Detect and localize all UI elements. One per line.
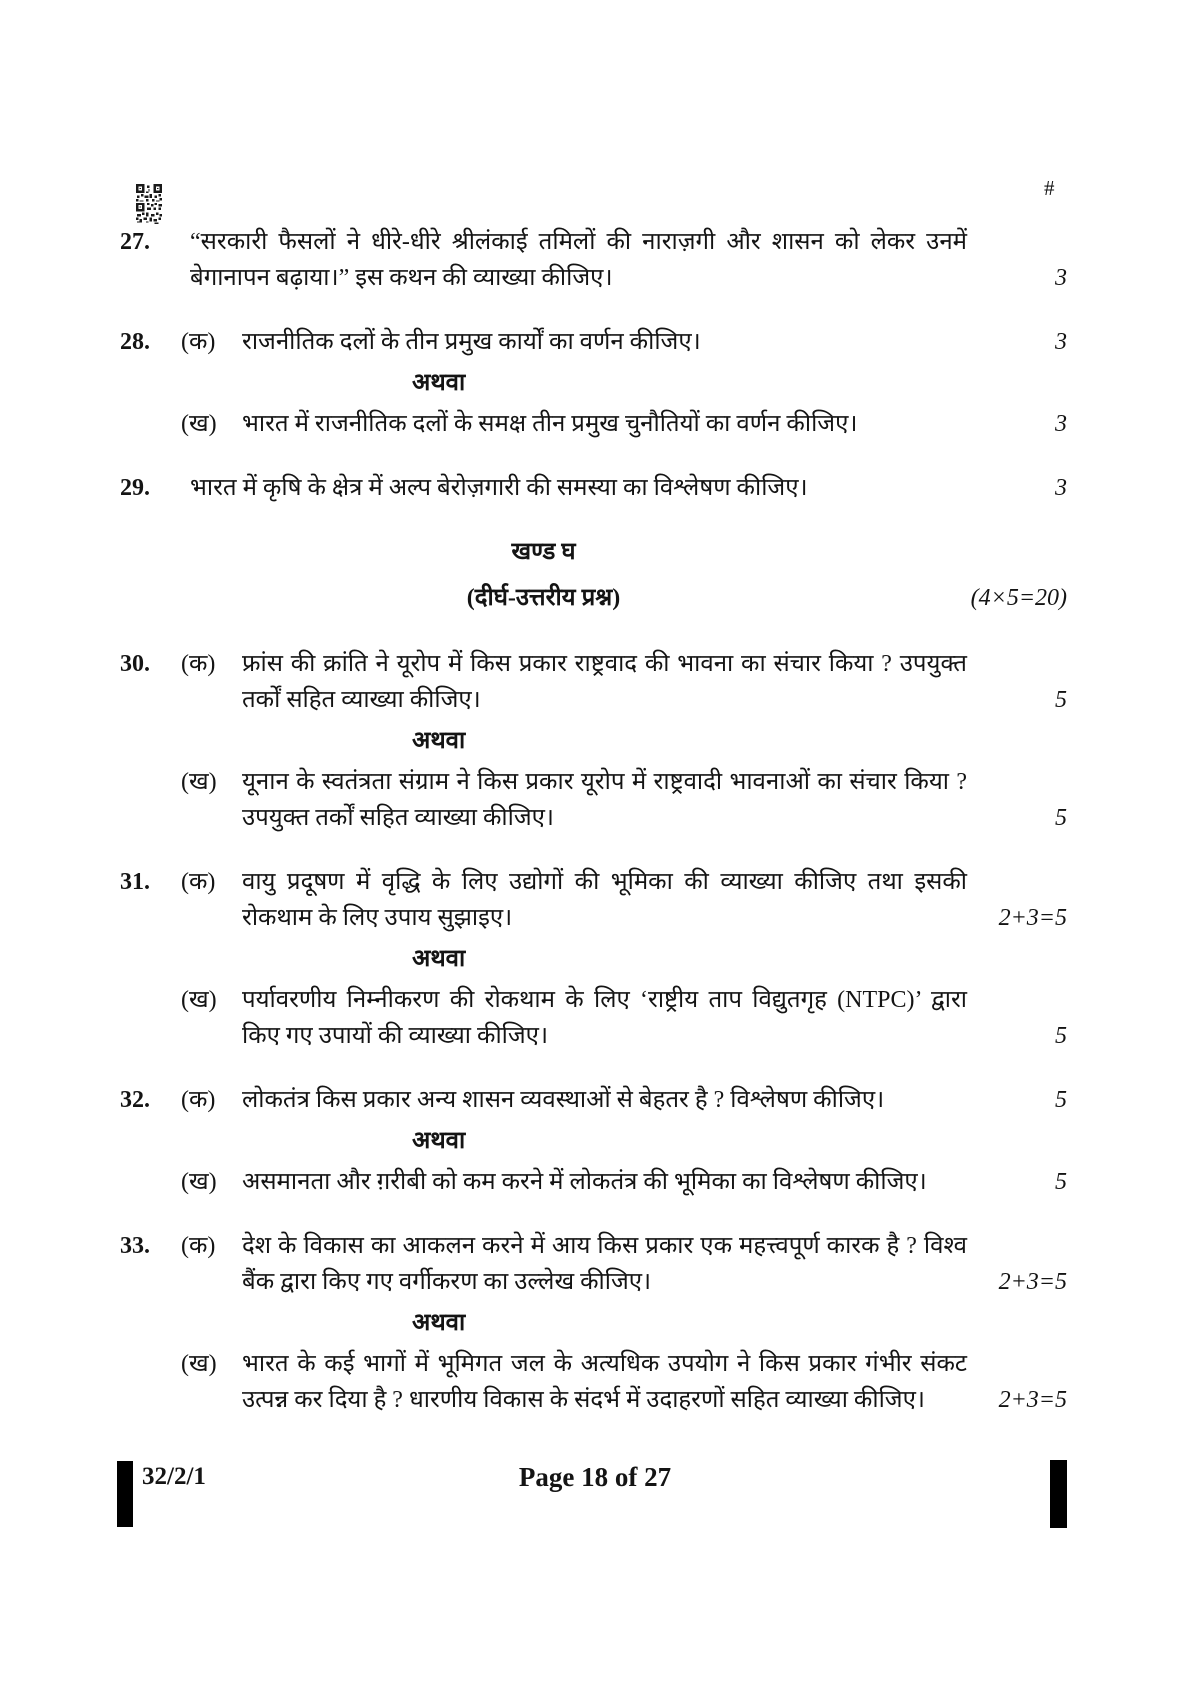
question-32	[120, 1082, 1067, 1200]
question-number: 30.	[120, 651, 150, 677]
or-separator: अथवा	[412, 1310, 466, 1336]
question-marks: 3	[1055, 329, 1067, 355]
question-28-part-b	[120, 406, 1067, 442]
question-31-part-b	[120, 982, 1067, 1054]
question-number-spacer	[120, 982, 181, 1054]
question-29-part	[120, 470, 1067, 506]
question-text: असमानता और ग़रीबी को कम करने में लोकतंत्र की भूमिका का विश्लेषण कीजिए।	[242, 1169, 927, 1195]
question-32-part-a	[120, 1082, 1067, 1118]
part-label: (क)	[181, 1233, 216, 1259]
corner-hash-mark: #	[1044, 176, 1055, 200]
footer-page-number: Page 18 of 27	[518, 1462, 672, 1492]
section-subtitle: (दीर्घ-उत्तरीय प्रश्न)	[466, 585, 621, 611]
question-30-part-a	[120, 646, 1067, 718]
question-text: वायु प्रदूषण में वृद्धि के लिए उद्योगों की भूमिका की व्याख्या कीजिए तथा इसकी रोकथाम के लिए उपाय सुझाइए।	[242, 869, 967, 931]
question-marks: 5	[1055, 805, 1067, 831]
question-marks: 3	[1055, 411, 1067, 437]
question-text: भारत के कई भागों में भूमिगत जल के अत्यधिक उपयोग ने किस प्रकार गंभीर संकट उत्पन्न कर दिया है ? धारणीय विकास के संदर्भ में उदाहरणों सहित व्याख्या कीजिए।	[242, 1351, 967, 1413]
part-label: (ख)	[181, 1169, 217, 1195]
question-marks: 5	[1055, 1169, 1067, 1195]
question-number: 31.	[120, 869, 150, 895]
part-label: (ख)	[181, 1351, 217, 1377]
question-28-part-a	[120, 324, 1067, 360]
footer-paper-code: 32/2/1	[142, 1463, 206, 1490]
question-30	[120, 646, 1067, 836]
question-number-spacer	[120, 1346, 181, 1418]
question-marks: 3	[1055, 475, 1067, 501]
question-number-spacer	[120, 764, 181, 836]
question-number: 28.	[120, 329, 150, 355]
question-30-part-b	[120, 764, 1067, 836]
question-27-part	[120, 224, 1067, 296]
part-label: (क)	[181, 1087, 216, 1113]
part-label: (ख)	[181, 769, 217, 795]
question-29	[120, 470, 1067, 506]
question-32-part-b	[120, 1164, 1067, 1200]
question-marks: 5	[1055, 1023, 1067, 1049]
section-subtitle-row	[120, 580, 1067, 616]
part-label: (ख)	[181, 411, 217, 437]
question-text: लोकतंत्र किस प्रकार अन्य शासन व्यवस्थाओं से बेहतर है ? विश्लेषण कीजिए।	[242, 1087, 885, 1113]
question-marks: 5	[1055, 687, 1067, 713]
question-text: “सरकारी फैसलों ने धीरे-धीरे श्रीलंकाई तमिलों की नाराज़गी और शासन को लेकर उनमें बेगानापन बढ़ाया।” इस कथन की व्याख्या कीजिए।	[190, 229, 967, 291]
question-number: 33.	[120, 1233, 150, 1259]
question-31-part-a	[120, 864, 1067, 936]
question-text: राजनीतिक दलों के तीन प्रमुख कार्यों का वर्णन कीजिए।	[242, 329, 701, 355]
part-label: (क)	[181, 869, 216, 895]
question-33-part-b	[120, 1346, 1067, 1418]
question-number: 29.	[120, 475, 150, 501]
or-separator: अथवा	[412, 946, 466, 972]
question-number-spacer	[120, 1164, 181, 1200]
question-number-spacer	[120, 406, 181, 442]
qr-code-icon	[136, 184, 162, 224]
question-text: पर्यावरणीय निम्नीकरण की रोकथाम के लिए ‘राष्ट्रीय ताप विद्युतगृह (NTPC)’ द्वारा किए गए उपायों की व्याख्या कीजिए।	[242, 987, 967, 1049]
or-separator: अथवा	[412, 728, 466, 754]
question-marks: 3	[1055, 265, 1067, 291]
question-marks: 2+3=5	[998, 1269, 1067, 1295]
part-label: (ख)	[181, 987, 217, 1013]
question-33	[120, 1228, 1067, 1418]
section-marks-scheme: (4×5=20)	[970, 585, 1067, 611]
question-marks: 5	[1055, 1087, 1067, 1113]
question-27	[120, 224, 1067, 296]
question-marks: 2+3=5	[998, 905, 1067, 931]
question-33-part-a	[120, 1228, 1067, 1300]
question-31	[120, 864, 1067, 1054]
part-label: (क)	[181, 329, 216, 355]
question-text: भारत में कृषि के क्षेत्र में अल्प बेरोज़गारी की समस्या का विश्लेषण कीजिए।	[190, 475, 808, 501]
questions-area	[120, 224, 1067, 1446]
question-text: फ्रांस की क्रांति ने यूरोप में किस प्रकार राष्ट्रवाद की भावना का संचार किया ? उपयुक्त तर्कों सहित व्याख्या कीजिए।	[242, 651, 967, 713]
question-text: भारत में राजनीतिक दलों के समक्ष तीन प्रमुख चुनौतियों का वर्णन कीजिए।	[242, 411, 858, 437]
question-28	[120, 324, 1067, 442]
question-text: यूनान के स्वतंत्रता संग्राम ने किस प्रकार यूरोप में राष्ट्रवादी भावनाओं का संचार किया ? उपयुक्त तर्कों सहित व्याख्या कीजिए।	[242, 769, 967, 831]
question-marks: 2+3=5	[998, 1387, 1067, 1413]
section-title: खण्ड घ	[511, 539, 576, 565]
part-label: (क)	[181, 651, 216, 677]
question-text: देश के विकास का आकलन करने में आय किस प्रकार एक महत्त्वपूर्ण कारक है ? विश्व बैंक द्वारा किए गए वर्गीकरण का उल्लेख कीजिए।	[242, 1233, 967, 1295]
or-separator: अथवा	[412, 1128, 466, 1154]
question-number: 32.	[120, 1087, 150, 1113]
or-separator: अथवा	[412, 370, 466, 396]
question-number: 27.	[120, 229, 150, 255]
